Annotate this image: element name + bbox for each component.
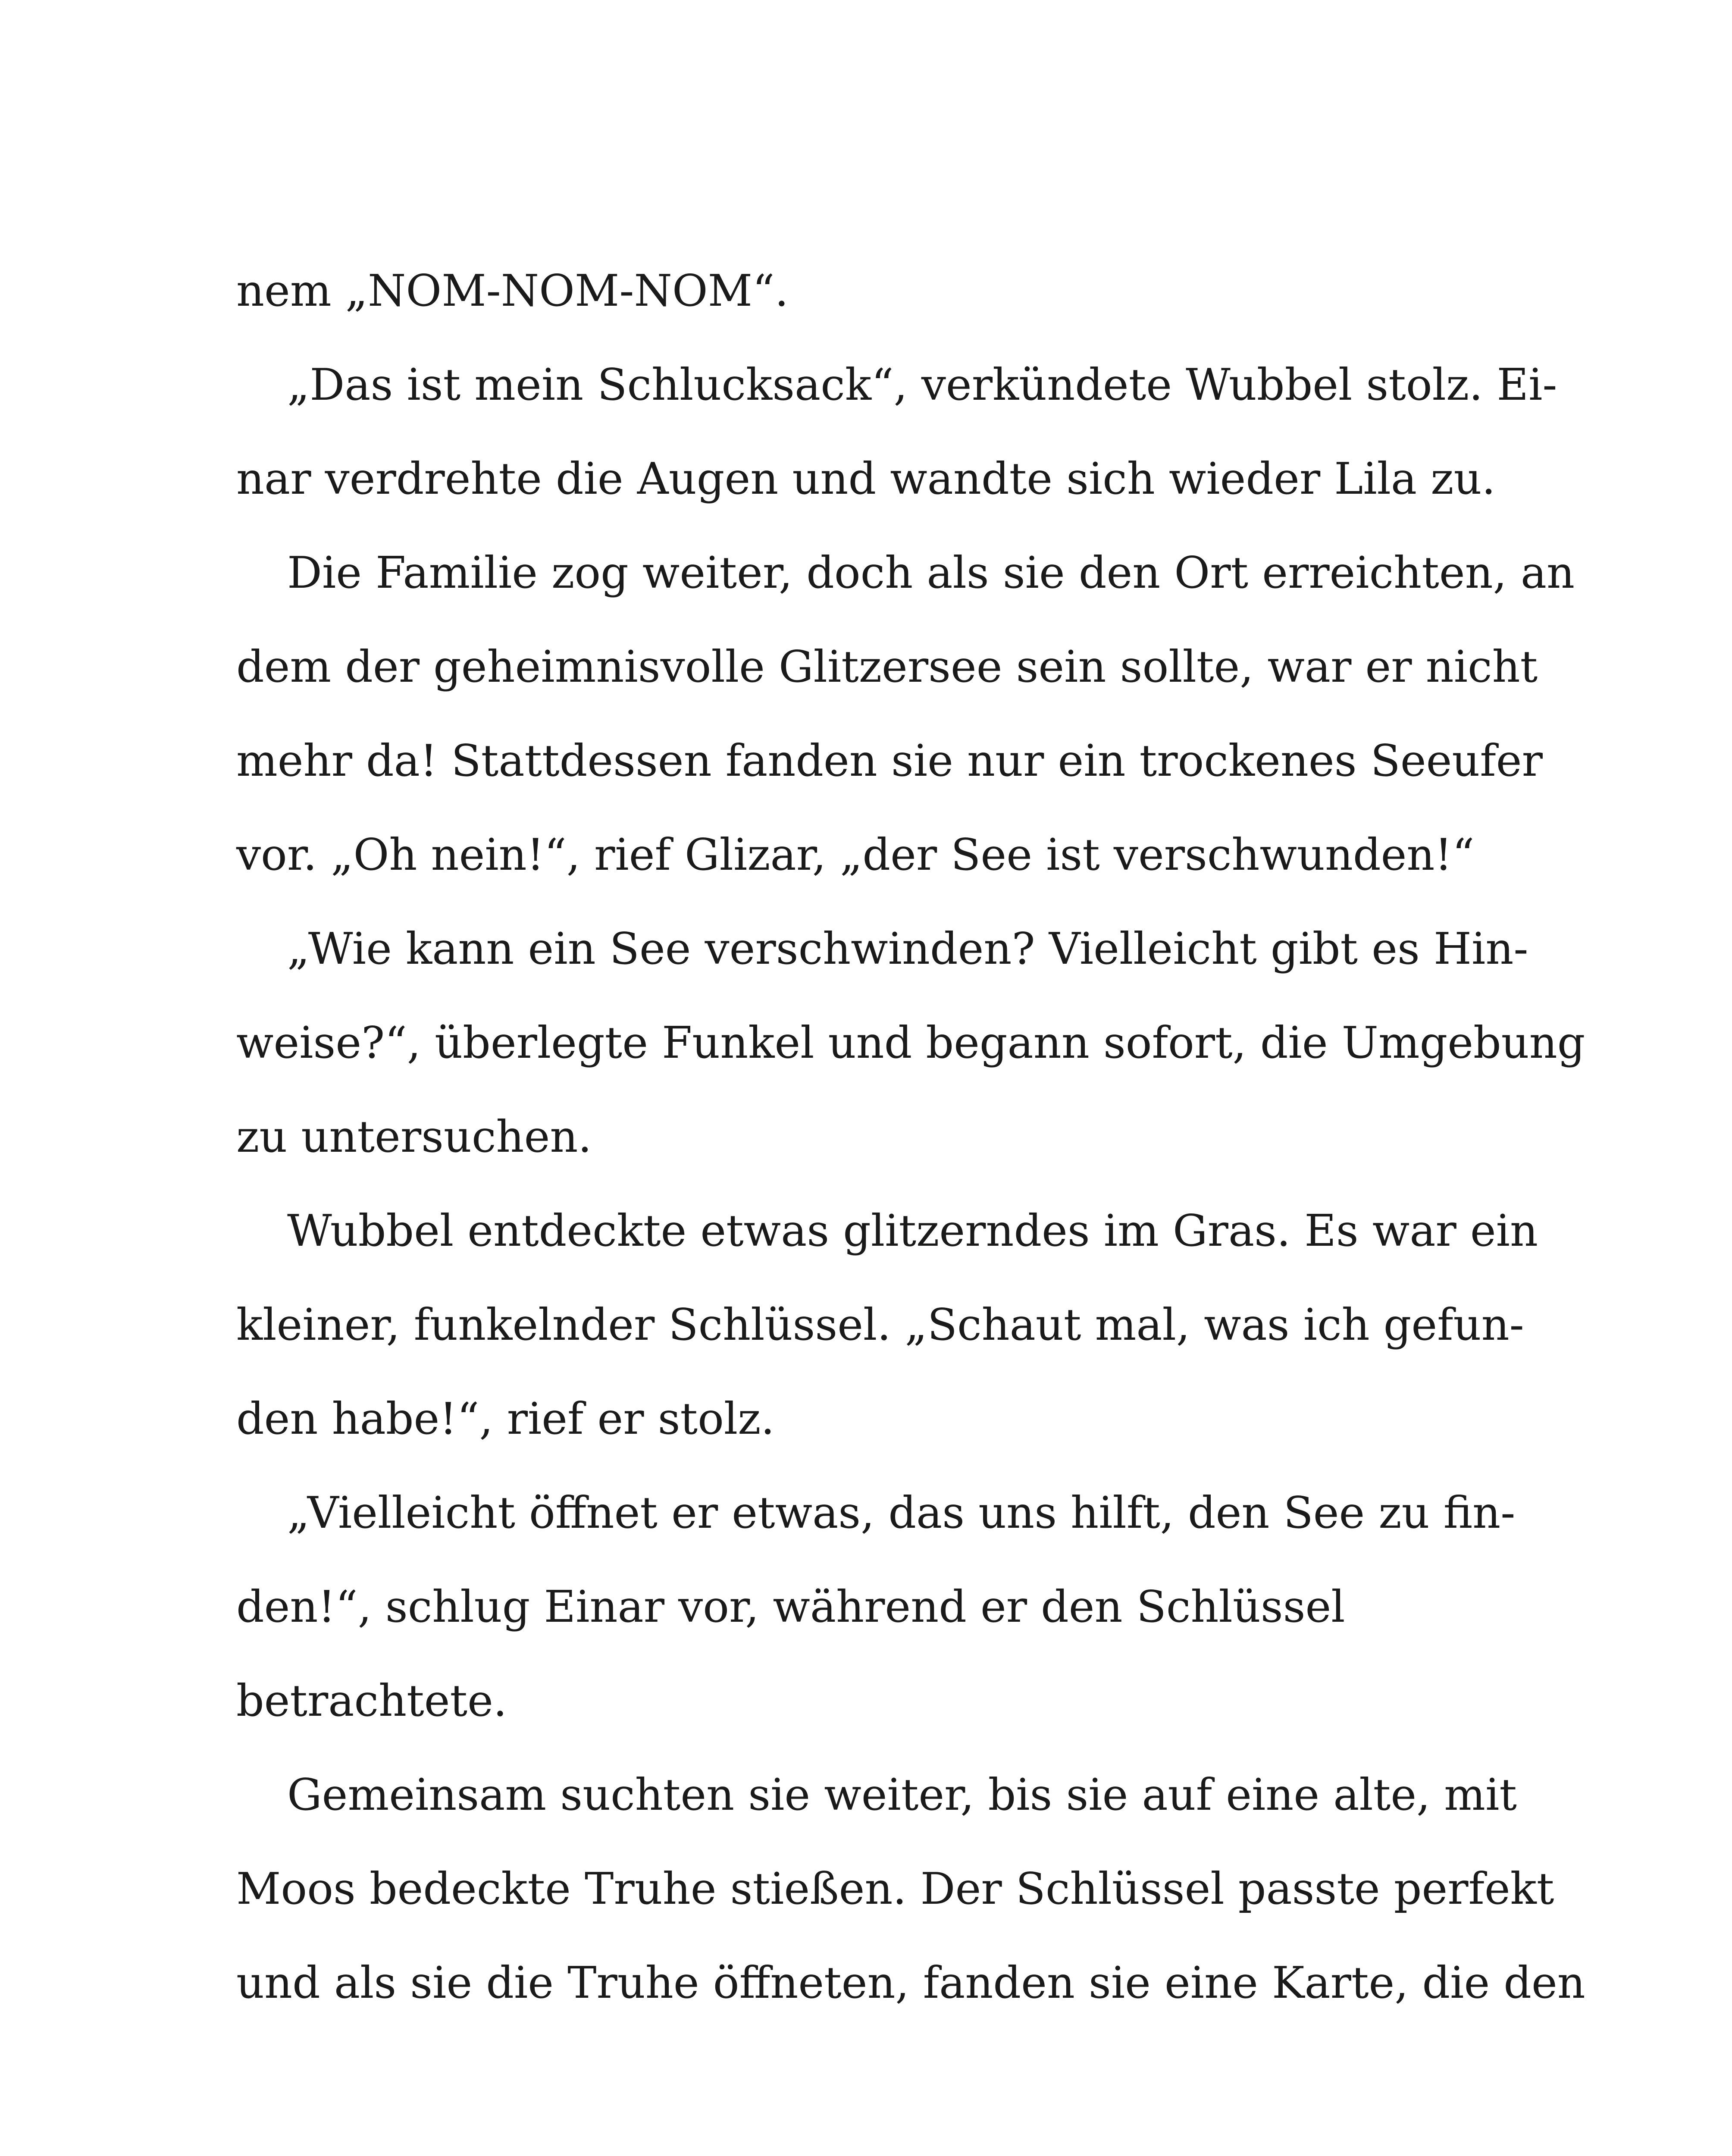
text-line: kleiner, funkelnder Schlüssel. „Schaut mal, was ich gefun- bbox=[236, 1299, 1524, 1350]
body-text bbox=[236, 244, 1585, 2030]
text-line: und als sie die Truhe öffneten, fanden sie eine Karte, die den bbox=[236, 1957, 1585, 2008]
text-line: zu untersuchen. bbox=[236, 1111, 592, 1162]
text-line: betrachtete. bbox=[236, 1675, 507, 1726]
text-line: dem der geheimnisvolle Glitzersee sein sollte, war er nicht bbox=[236, 641, 1538, 692]
text-line: mehr da! Stattdessen fanden sie nur ein trockenes Seeufer bbox=[236, 735, 1543, 786]
text-line: nar verdrehte die Augen und wandte sich wieder Lila zu. bbox=[236, 453, 1496, 504]
text-line: nem „NOM-NOM-NOM“. bbox=[236, 265, 789, 316]
text-line: Die Familie zog weiter, doch als sie den Ort erreichten, an bbox=[287, 547, 1575, 598]
text-line: „Vielleicht öffnet er etwas, das uns hilft, den See zu fin- bbox=[287, 1487, 1516, 1538]
text-line: weise?“, überlegte Funkel und begann sofort, die Umgebung bbox=[236, 1017, 1585, 1068]
text-line: „Wie kann ein See verschwinden? Vielleicht gibt es Hin- bbox=[287, 923, 1528, 974]
text-line: Gemeinsam suchten sie weiter, bis sie auf eine alte, mit bbox=[287, 1769, 1517, 1820]
text-line: den!“, schlug Einar vor, während er den Schlüssel bbox=[236, 1581, 1345, 1632]
text-line: den habe!“, rief er stolz. bbox=[236, 1393, 775, 1444]
text-line: vor. „Oh nein!“, rief Glizar, „der See ist verschwunden!“ bbox=[236, 829, 1475, 880]
text-line: Moos bedeckte Truhe stießen. Der Schlüssel passte perfekt bbox=[236, 1863, 1554, 1914]
text-line: Wubbel entdeckte etwas glitzerndes im Gras. Es war ein bbox=[287, 1205, 1538, 1256]
text-line: „Das ist mein Schlucksack“, verkündete Wubbel stolz. Ei- bbox=[287, 359, 1557, 410]
